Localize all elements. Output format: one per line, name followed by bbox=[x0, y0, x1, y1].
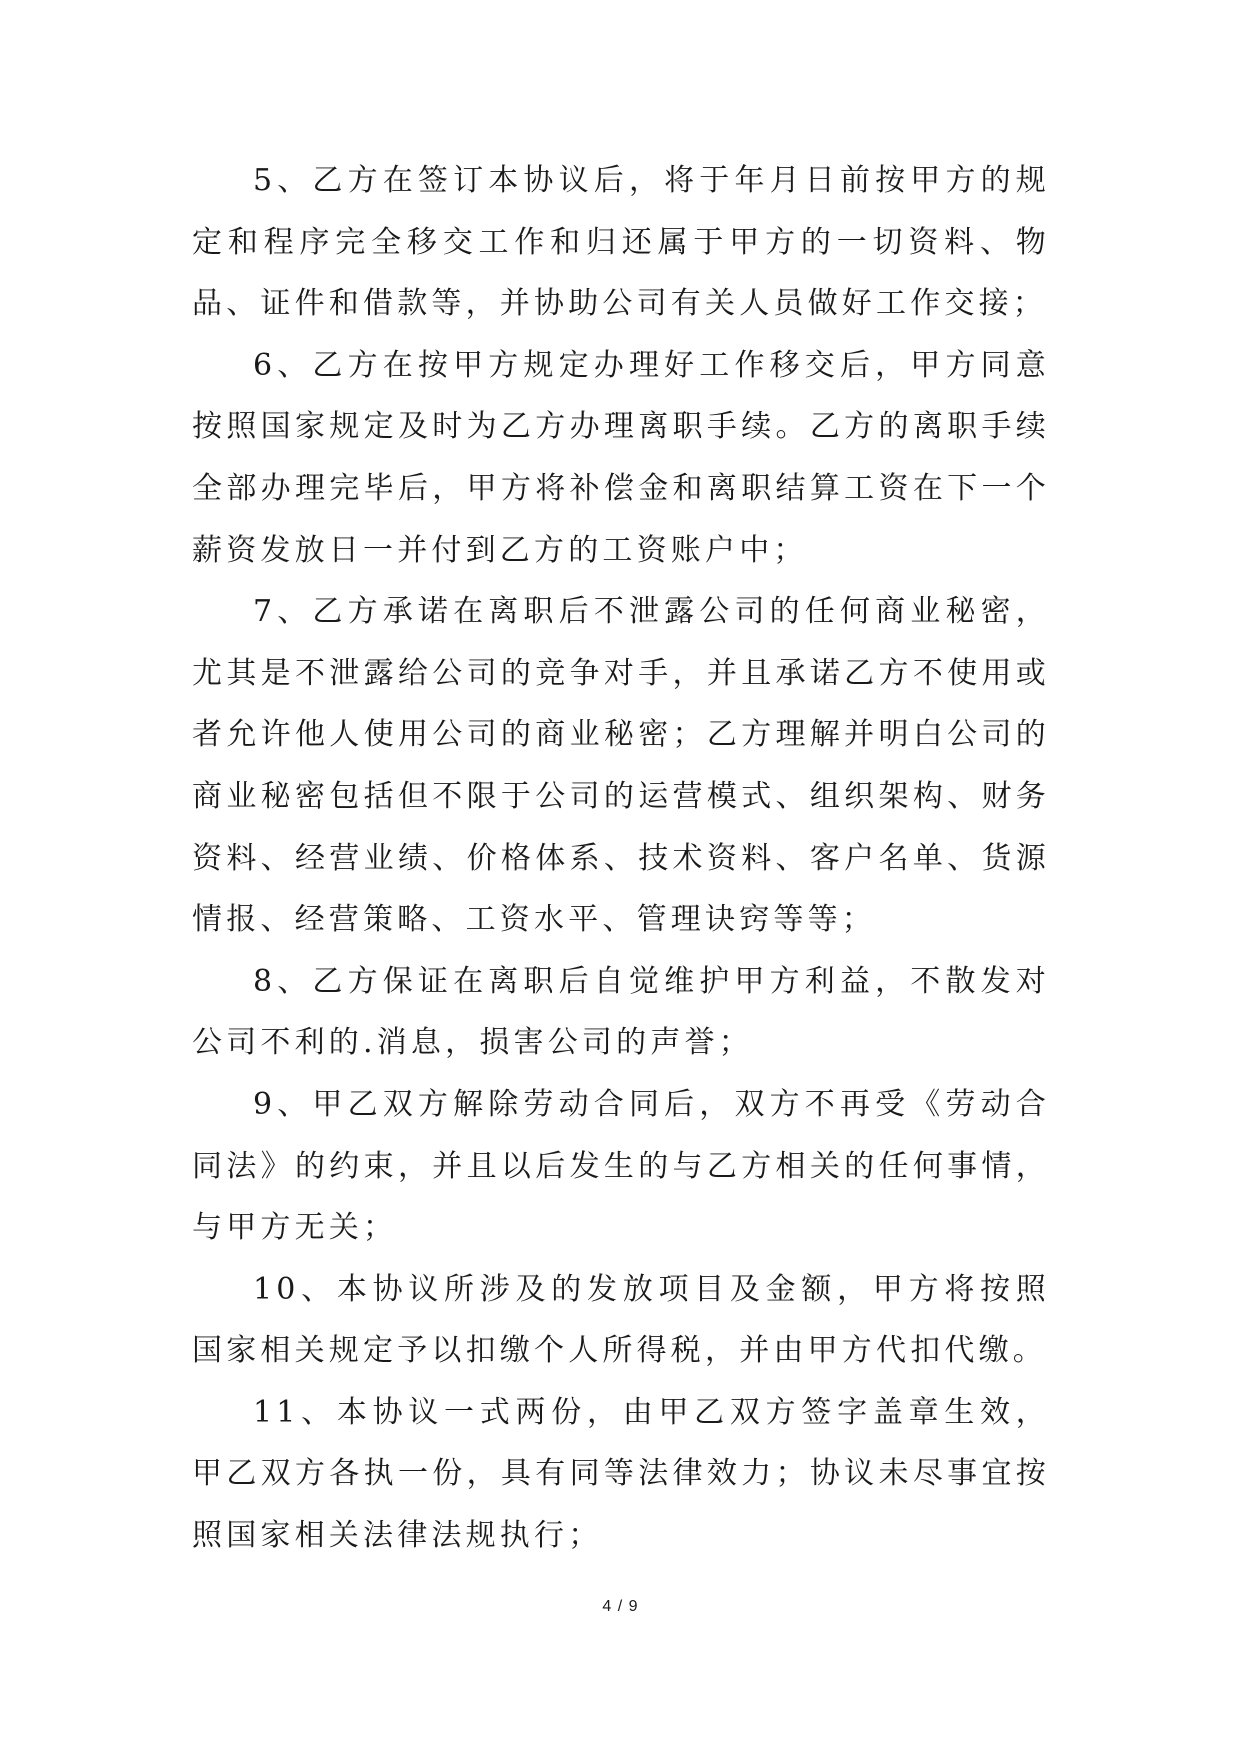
clause-8: 8、乙方保证在离职后自觉维护甲方利益，不散发对公司不利的.消息，损害公司的声誉； bbox=[192, 963, 1050, 1061]
clause-11: 11、本协议一式两份，由甲乙双方签字盖章生效，甲乙双方各执一份，具有同等法律效力；协议未尽事宜按照国家相关法律法规执行； bbox=[192, 1394, 1050, 1554]
clause-5: 5、乙方在签订本协议后，将于年月日前按甲方的规定和程序完全移交工作和归还属于甲方的一切资料、物品、证件和借款等，并协助公司有关人员做好工作交接； bbox=[192, 163, 1050, 322]
page-number: 4 / 9 bbox=[602, 1598, 639, 1615]
clause-6: 6、乙方在按甲方规定办理好工作移交后，甲方同意按照国家规定及时为乙方办理离职手续。乙方的离职手续全部办理完毕后，甲方将补偿金和离职结算工资在下一个薪资发放日一并付到乙方的工资账户中； bbox=[192, 347, 1050, 568]
clause-10: 10、本协议所涉及的发放项目及金额，甲方将按照国家相关规定予以扣缴个人所得税，并由甲方代扣代缴。 bbox=[192, 1271, 1050, 1369]
clause-9: 9、甲乙双方解除劳动合同后，双方不再受《劳动合同法》的约束，并且以后发生的与乙方相关的任何事情，与甲方无关； bbox=[192, 1086, 1050, 1246]
clause-7: 7、乙方承诺在离职后不泄露公司的任何商业秘密，尤其是不泄露给公司的竞争对手，并且承诺乙方不使用或者允许他人使用公司的商业秘密；乙方理解并明白公司的商业秘密包括但不限于公司的运营模式、组织架构、财务资料、经营业绩、价格体系、技术资料、客户名单、货源情报、经营策略、工资水平、管理诀窍等等； bbox=[192, 594, 1050, 938]
document-body bbox=[192, 150, 1050, 1567]
